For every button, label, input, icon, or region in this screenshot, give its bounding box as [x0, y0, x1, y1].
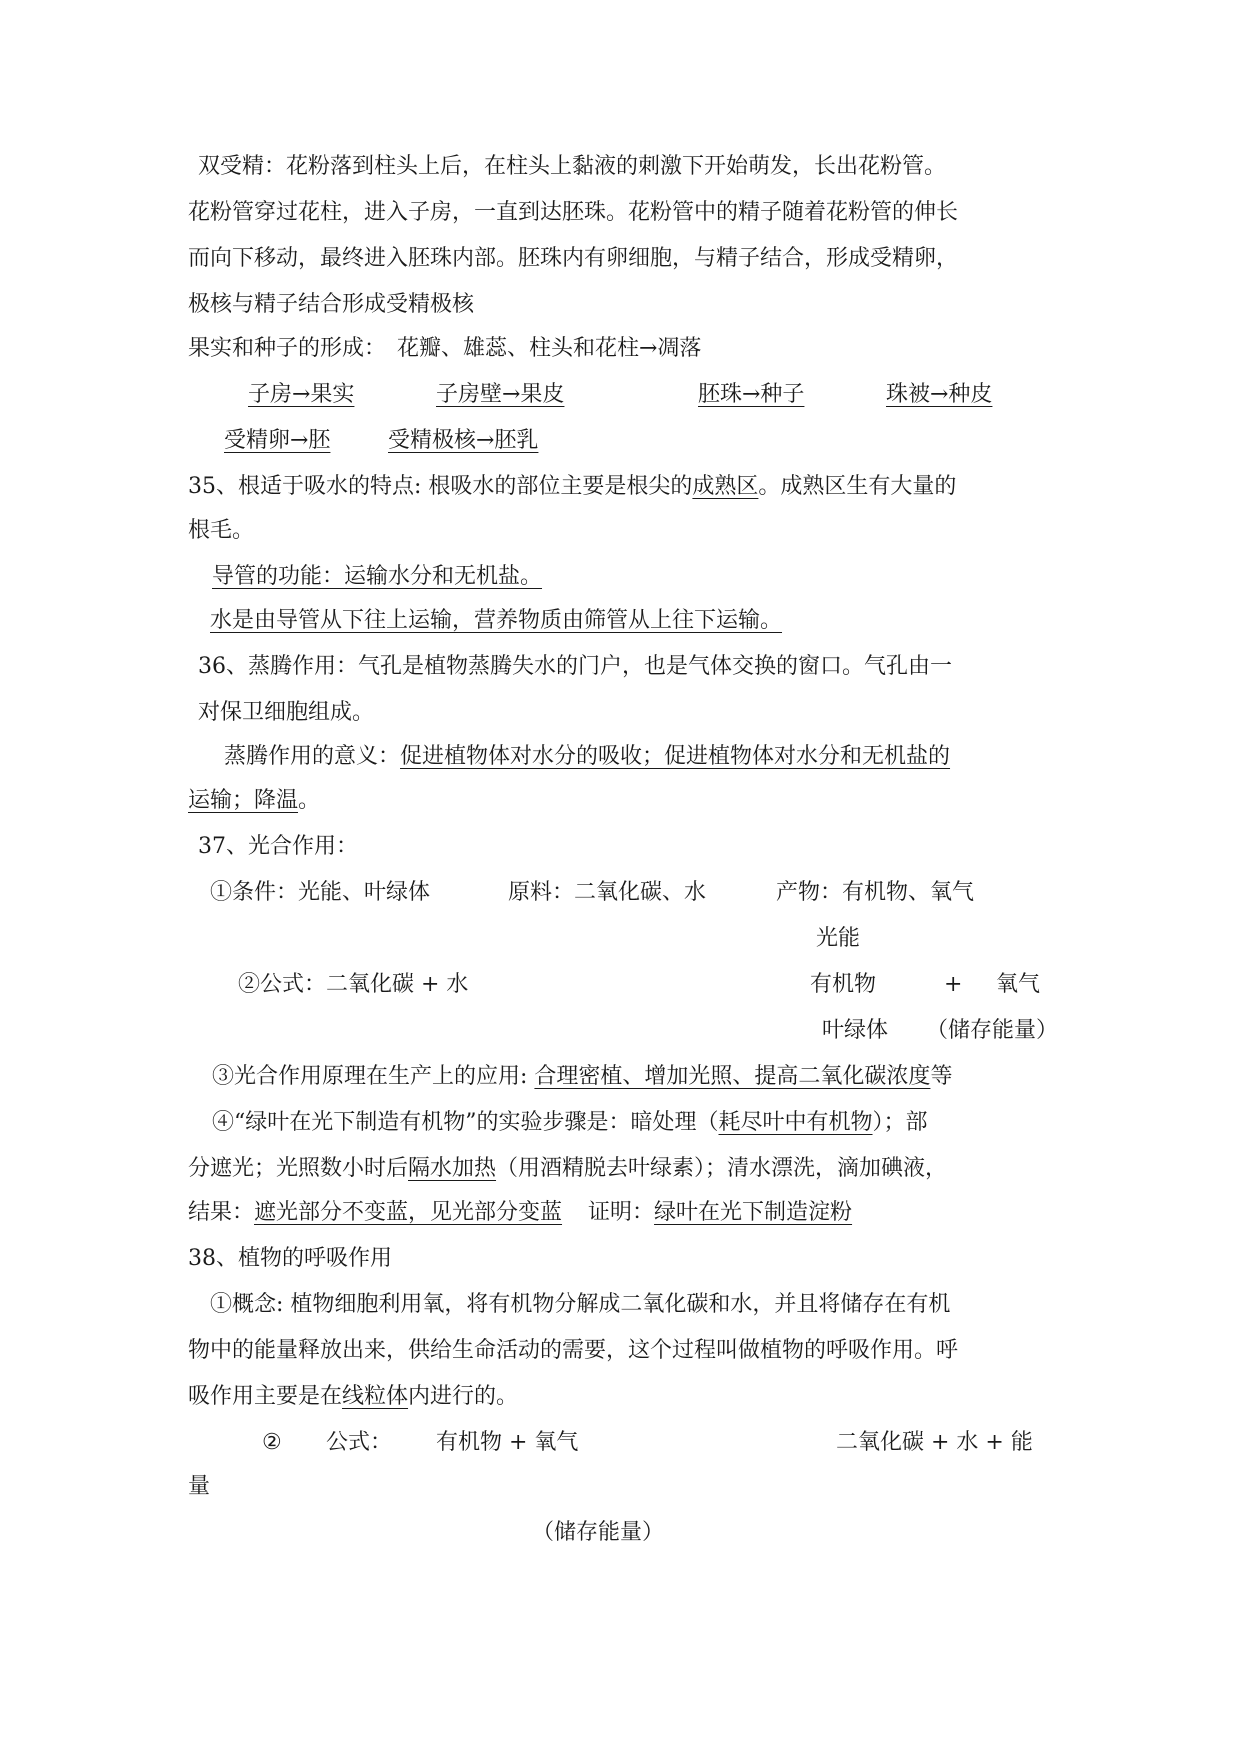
double-fertilization-line-1: 双受精：花粉落到柱头上后，在柱头上黏液的刺激下开始萌发，长出花粉管。 [198, 154, 947, 179]
polar-nuclei-endosperm: 受精极核→胚乳 [388, 428, 539, 453]
double-fertilization-line-2: 花粉管穿过花柱，进入子房，一直到达胚珠。花粉管中的精子随着花粉管的伸长 [188, 200, 959, 225]
duct-function: 导管的功能：运输水分和无机盐。 [212, 564, 543, 589]
chlorophyll-label: 叶绿体 [822, 1018, 889, 1043]
formula-product-organic: 有机物 [810, 972, 877, 997]
section-36-line-2: 对保卫细胞组成。 [198, 700, 375, 725]
transpiration-significance-2: 运输；降温。 [188, 788, 321, 813]
photosynthesis-formula-left: ②公式：二氧化碳 + 水 [238, 972, 469, 997]
ovary-wall-pericarp: 子房壁→果皮 [436, 382, 565, 407]
formula-product-oxygen: 氧气 [996, 972, 1041, 997]
respiration-concept-1: ①概念: 植物细胞利用氧，将有机物分解成二氧化碳和水，并且将储存在有机 [210, 1292, 951, 1317]
photosynthesis-application: ③光合作用原理在生产上的应用: 合理密植、增加光照、提高二氧化碳浓度等 [212, 1064, 953, 1089]
ovule-seed: 胚珠→种子 [698, 382, 805, 407]
respiration-formula-label: 公式： [326, 1430, 393, 1455]
experiment-result: 结果：遮光部分不变蓝，见光部分变蓝 证明：绿叶在光下制造淀粉 [188, 1200, 853, 1225]
experiment-line-1: ④“绿叶在光下制造有机物”的实验步骤是：暗处理（耗尽叶中有机物）；部 [212, 1110, 928, 1135]
section-35-line-1: 35、根适于吸水的特点: 根吸水的部位主要是根尖的成熟区。成熟区生有大量的 [188, 474, 957, 499]
transport-direction: 水是由导管从下往上运输，营养物质由筛管从上往下运输。 [210, 608, 783, 633]
respiration-concept-2: 物中的能量释放出来，供给生命活动的需要，这个过程叫做植物的呼吸作用。呼 [188, 1338, 959, 1363]
section-35-line-2: 根毛。 [188, 518, 255, 543]
double-fertilization-line-3: 而向下移动，最终进入胚珠内部。胚珠内有卵细胞，与精子结合，形成受精卵， [188, 246, 959, 271]
light-energy-label: 光能 [816, 926, 861, 951]
respiration-concept-3: 吸作用主要是在线粒体内进行的。 [188, 1384, 519, 1409]
ovary-fruit: 子房→果实 [248, 382, 355, 407]
formula-plus: + [944, 972, 963, 997]
transpiration-significance-1: 蒸腾作用的意义：促进植物体对水分的吸收；促进植物体对水分和无机盐的 [224, 744, 951, 769]
stored-energy-label-1: （储存能量） [926, 1018, 1059, 1043]
experiment-line-2: 分遮光；光照数小时后隔水加热（用酒精脱去叶绿素）；清水漂洗，滴加碘液， [188, 1156, 948, 1181]
photosynthesis-products: 产物：有机物、氧气 [776, 880, 975, 905]
respiration-products: 二氧化碳 + 水 + 能 [836, 1430, 1033, 1455]
respiration-formula-number: ② [262, 1430, 282, 1455]
respiration-reactants: 有机物 + 氧气 [436, 1430, 579, 1455]
fruit-seed-formation: 果实和种子的形成： 花瓣、雄蕊、柱头和花柱→凋落 [188, 336, 702, 361]
photosynthesis-conditions: ①条件：光能、叶绿体 [210, 880, 431, 905]
section-37-title: 37、光合作用： [198, 834, 358, 859]
photosynthesis-materials: 原料：二氧化碳、水 [508, 880, 707, 905]
section-38-title: 38、植物的呼吸作用 [188, 1246, 392, 1271]
stored-energy-label-2: （储存能量） [532, 1520, 665, 1545]
double-fertilization-line-4: 极核与精子结合形成受精极核 [188, 292, 475, 317]
integument-seedcoat: 珠被→种皮 [886, 382, 993, 407]
zygote-embryo: 受精卵→胚 [224, 428, 331, 453]
respiration-products-wrap: 量 [188, 1474, 211, 1499]
section-36-line-1: 36、蒸腾作用：气孔是植物蒸腾失水的门户，也是气体交换的窗口。气孔由一 [198, 654, 952, 679]
